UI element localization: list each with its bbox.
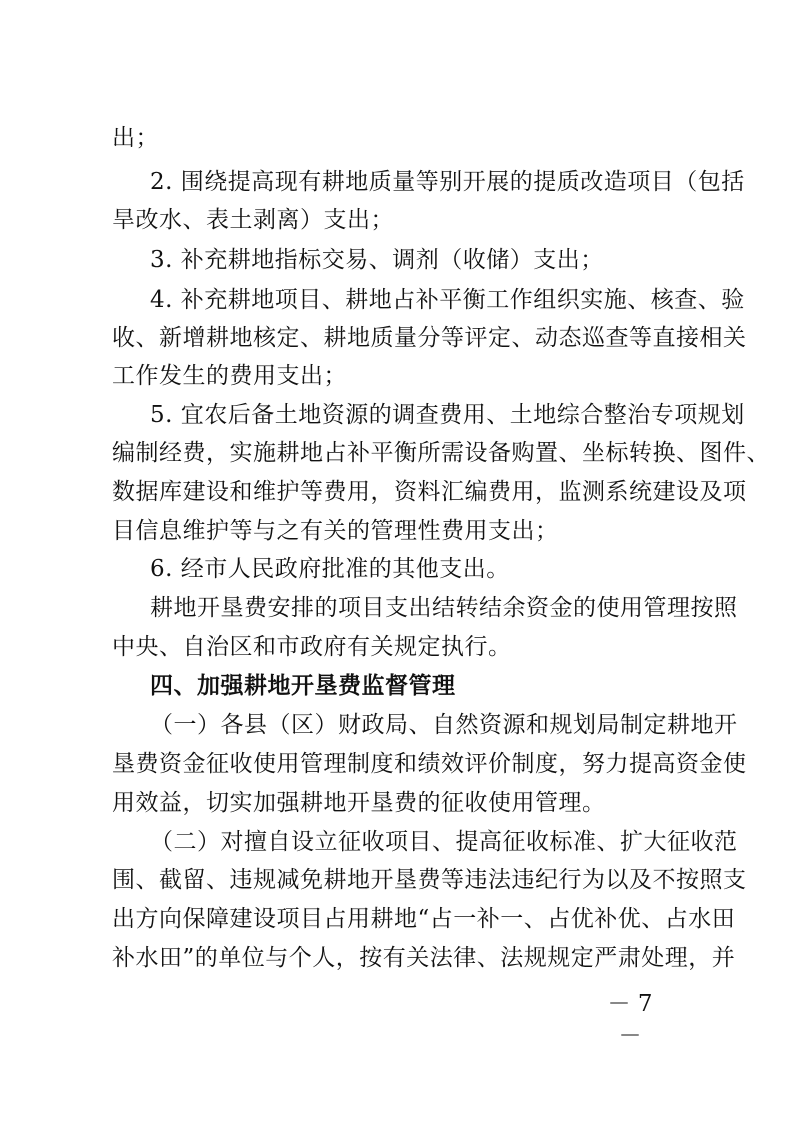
body-text-line: 收、新增耕地核定、耕地质量分等评定、动态巡查等直接相关 [112, 325, 747, 351]
body-text-line: 中央、自治区和市政府有关规定执行。 [112, 634, 512, 660]
list-item-5: 5. 宜农后备土地资源的调查费用、土地综合整治专项规划 [150, 402, 745, 428]
body-text-line: 工作发生的费用支出； [112, 363, 347, 389]
subsection-2: （二）对擅自设立征收项目、提高征收标准、扩大征收范 [150, 829, 738, 855]
body-text-line: 出； [112, 125, 159, 151]
subsection-1: （一）各县（区）财政局、自然资源和规划局制定耕地开 [150, 712, 738, 738]
body-text-line: 围、截留、违规减免耕地开垦费等违法违纪行为以及不按照支 [112, 867, 747, 893]
list-item-2: 2. 围绕提高现有耕地质量等别开展的提质改造项目（包括 [150, 169, 745, 195]
paragraph-start: 耕地开垦费安排的项目支出结转结余资金的使用管理按照 [150, 595, 738, 621]
body-text-line: 出方向保障建设项目占用耕地“占一补一、占优补优、占水田 [112, 906, 736, 932]
body-text-line: 补水田”的单位与个人，按有关法律、法规规定严肃处理，并 [112, 945, 736, 971]
list-item-6: 6. 经市人民政府批准的其他支出。 [150, 556, 510, 582]
list-item-4: 4. 补充耕地项目、耕地占补平衡工作组织实施、核查、验 [150, 287, 745, 313]
body-text-line: 用效益，切实加强耕地开垦费的征收使用管理。 [112, 790, 606, 816]
body-text-line: 编制经费，实施耕地占补平衡所需设备购置、坐标转换、图件、 [112, 440, 770, 466]
body-text-line: 目信息维护等与之有关的管理性费用支出； [112, 518, 559, 544]
body-text-line: 数据库建设和维护等费用，资料汇编费用，监测系统建设及项 [112, 479, 747, 505]
section-heading: 四、加强耕地开垦费监督管理 [150, 673, 456, 699]
list-item-3: 3. 补充耕地指标交易、调剂（收储）支出； [150, 247, 604, 273]
body-text-line: 垦费资金征收使用管理制度和绩效评价制度，努力提高资金使 [112, 751, 747, 777]
page-number: － 7 － [607, 991, 653, 1049]
body-text-line: 旱改水、表土剥离）支出； [112, 207, 394, 233]
